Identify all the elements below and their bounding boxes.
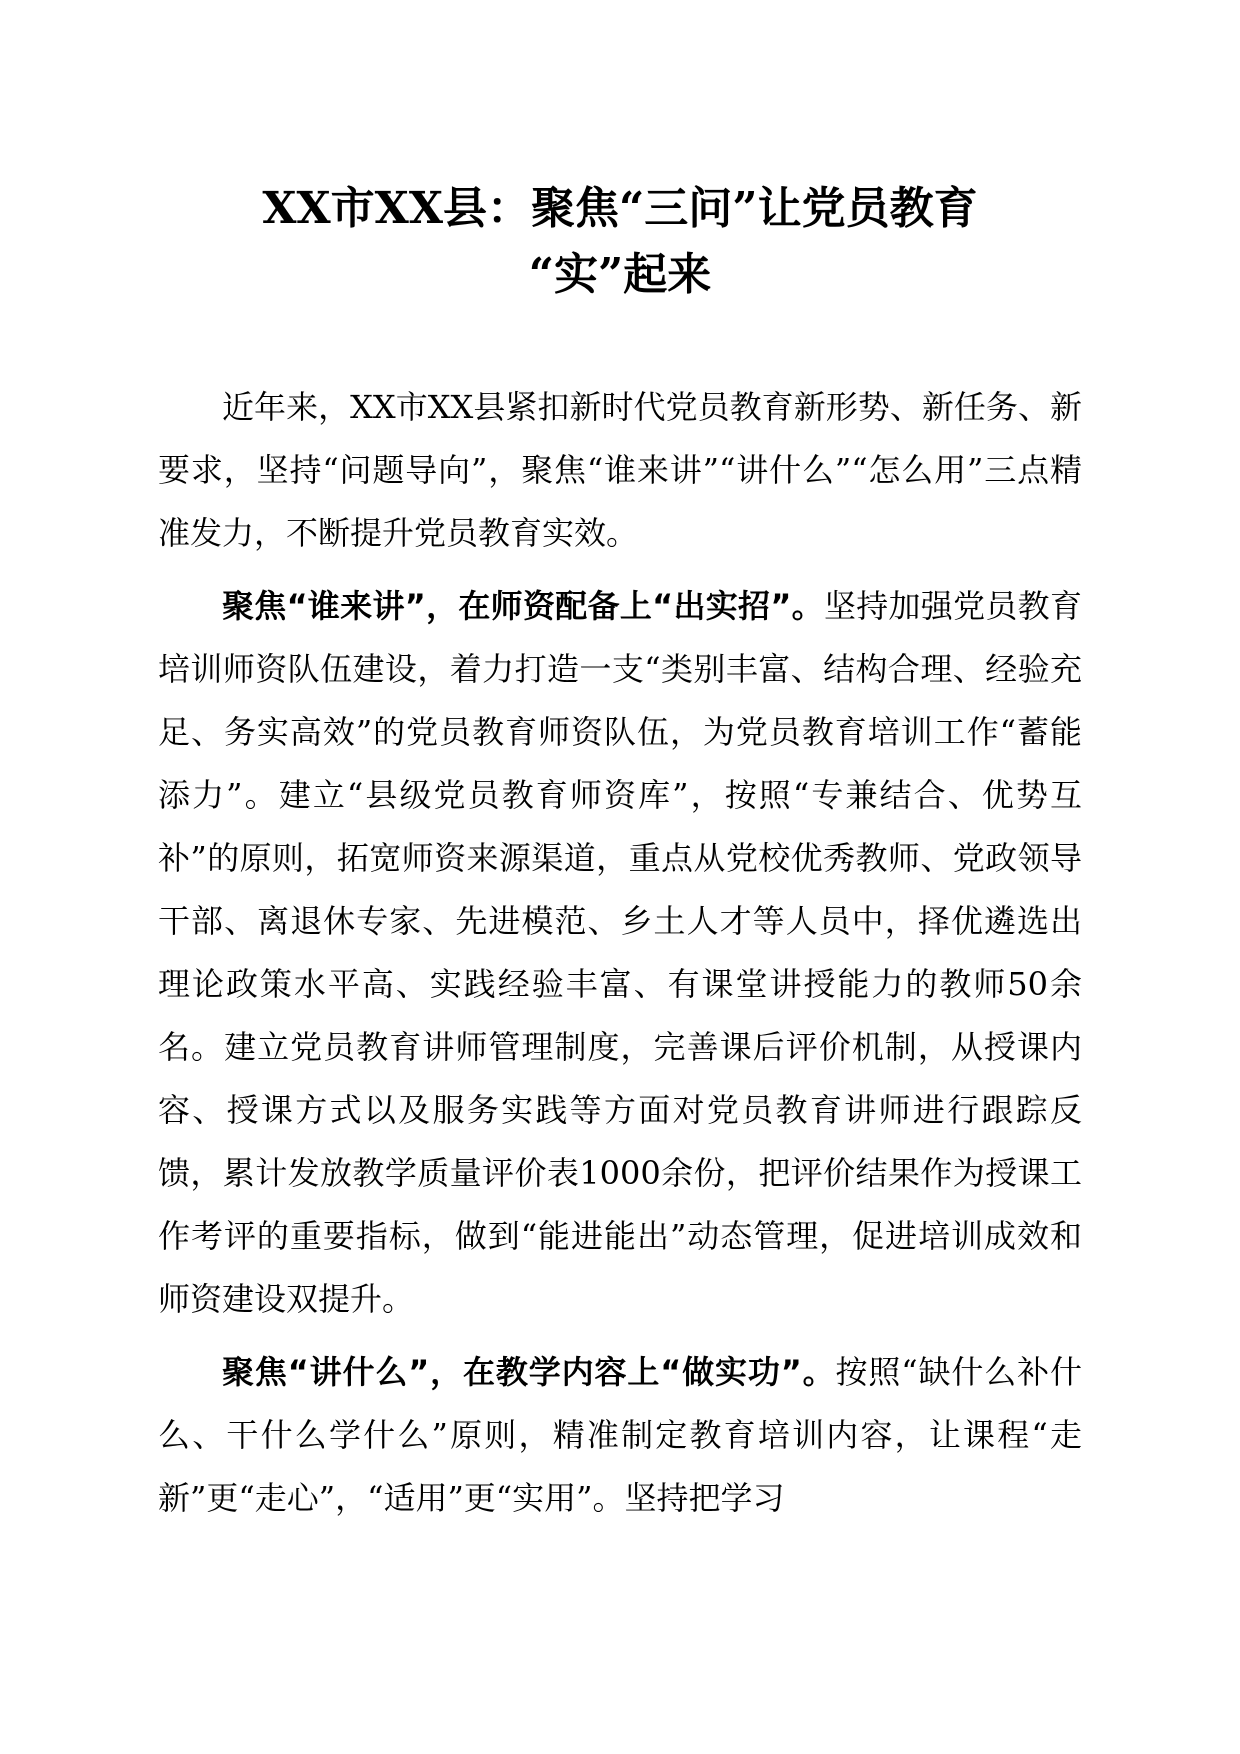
paragraph-who-teaches-heading: 聚焦“谁来讲”，在师资配备上“出实招”。 <box>222 587 824 625</box>
paragraph-what-to-teach-heading: 聚焦“讲什么”，在教学内容上“做实功”。 <box>222 1353 836 1391</box>
document-title-line-2: “实”起来 <box>528 249 712 300</box>
paragraph-intro <box>158 376 1082 565</box>
paragraph-what-to-teach <box>158 1341 1082 1530</box>
paragraph-who-teaches-text: 坚持加强党员教育培训师资队伍建设，着力打造一支“类别丰富、结构合理、经验充足、务实高效”的党员教育师资队伍，为党员教育培训工作“蓄能添力”。建立“县级党员教育师资库”，按照“专兼结合、优势互补”的原则，拓宽师资来源渠道，重点从党校优秀教师、党政领导干部、离退休专家、先进模范、乡土人才等人员中，择优遴选出理论政策水平高、实践经验丰富、有课堂讲授能力的教师50余名。建立党员教育讲师管理制度，完善课后评价机制，从授课内容、授课方式以及服务实践等方面对党员教育讲师进行跟踪反馈，累计发放教学质量评价表1000余份，把评价结果作为授课工作考评的重要指标，做到“能进能出”动态管理，促进培训成效和师资建设双提升。 <box>158 587 1082 1318</box>
paragraph-intro-text: 近年来，XX市XX县紧扣新时代党员教育新形势、新任务、新要求，坚持“问题导向”，聚焦“谁来讲”“讲什么”“怎么用”三点精准发力，不断提升党员教育实效。 <box>158 388 1082 552</box>
paragraph-who-teaches <box>158 575 1082 1331</box>
paragraph-what-to-teach-text: 按照“缺什么补什么、干什么学什么”原则，精准制定教育培训内容，让课程“走新”更“走心”，“适用”更“实用”。坚持把学习 <box>158 1353 1082 1517</box>
document-title-line-1: XX市XX县：聚焦“三问”让党员教育 <box>262 183 978 234</box>
document-body <box>158 376 1082 1540</box>
